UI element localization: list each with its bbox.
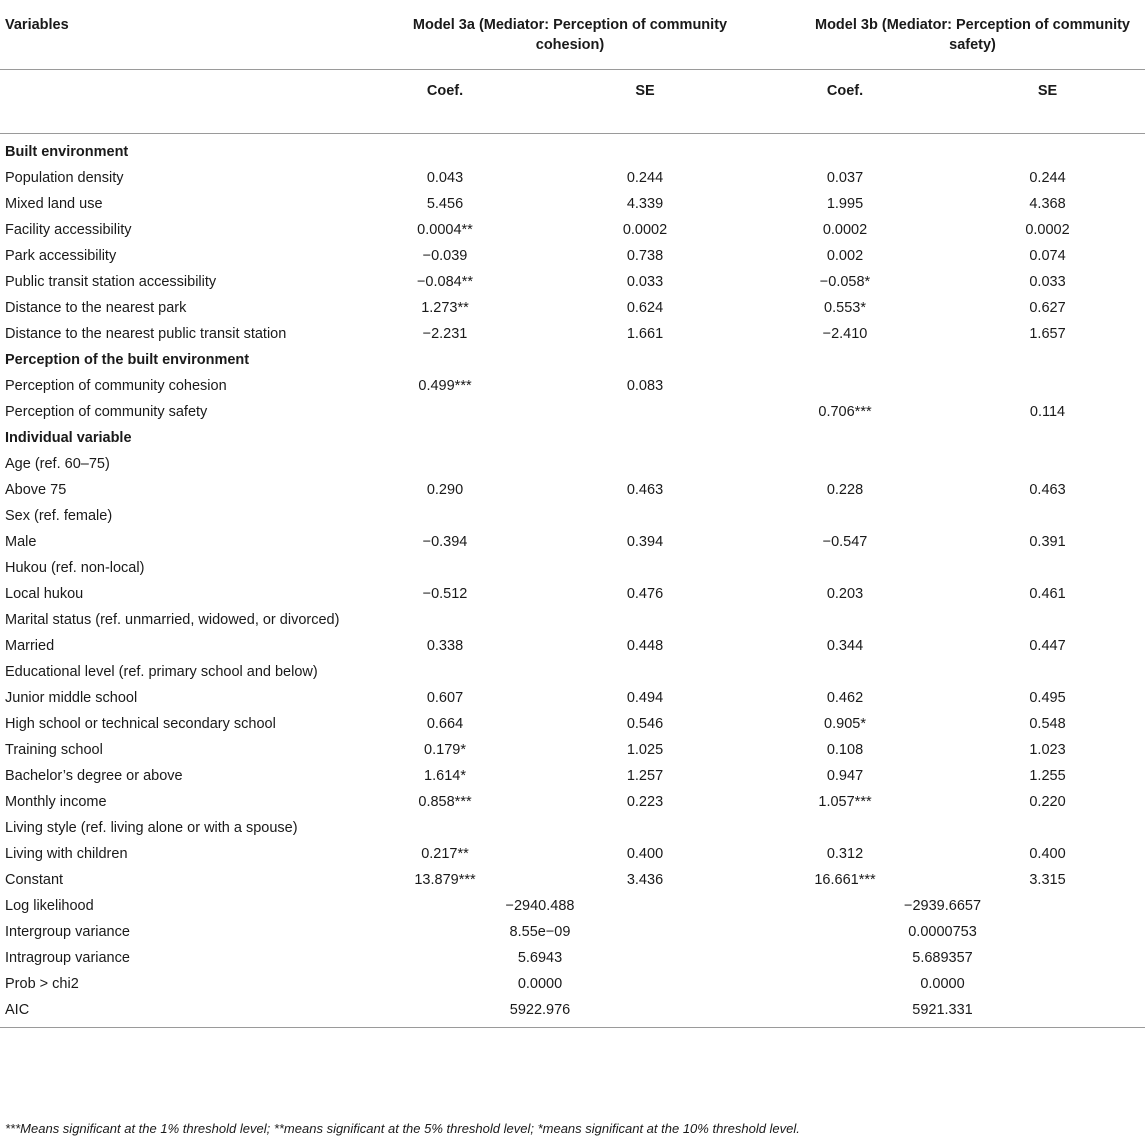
model-3b-coef: −0.058* [819,274,871,290]
model-3a-coef: 13.879*** [414,872,476,888]
model-3a-coef: 0.0004** [417,222,473,238]
model-3b-se: 1.657 [1029,326,1066,342]
model-3b-se: 0.074 [1029,248,1066,264]
model-3a-coef: 1.614* [424,768,466,784]
model-3b-se [950,556,1145,582]
model-3a-se: 0.083 [626,378,664,394]
table-row [0,452,1145,478]
model-3a-se [550,660,740,686]
model-3a-coef: 0.607 [426,690,464,706]
row-label: Marital status (ref. unmarried, widowed, or divorced) [5,612,340,628]
model-3a-se: 1.661 [626,326,664,342]
model-3a-se [550,608,740,634]
table-row [0,192,1145,218]
table-row [0,712,1145,738]
row-label: Hukou (ref. non-local) [5,560,145,576]
model-3a-coef [340,504,550,530]
model-3b-coef: 0.002 [826,248,864,264]
model-3b-se [950,374,1145,400]
table-row [0,634,1145,660]
model-3b-coef: 0.203 [826,586,864,602]
row-label: Married [5,638,55,654]
row-label: Prob > chi2 [5,976,79,992]
row-label: Facility accessibility [5,222,132,238]
significance-footnote: ***Means significant at the 1% threshold level; **means significant at the 5% threshold level; *means significant at the 10% threshold level. [5,1121,800,1136]
model-3b-coef [740,504,950,530]
model-3b-se: 0.548 [1029,716,1066,732]
table-row [0,556,1145,582]
model-3a-se: 0.223 [626,794,664,810]
model-3a-coef [340,400,550,426]
model-3a-coef: −0.039 [422,248,468,264]
row-label: Local hukou [5,586,84,602]
model-3a-coef: −2.231 [422,326,468,342]
model-3b-coef [740,556,950,582]
model-3a-se: 0.476 [626,586,664,602]
row-label: Perception of community cohesion [5,378,227,394]
model-3a-se: 0.394 [626,534,664,550]
model-3a-se: 0.400 [626,846,664,862]
section-label: Built environment [5,144,129,160]
model-3a-se [550,400,740,426]
summary-row [0,920,1145,946]
model-3a-coef: 0.179* [424,742,466,758]
table-row [0,244,1145,270]
model-3b-se: 0.447 [1029,638,1066,654]
row-label: Population density [5,170,124,186]
model-3b-coef [740,374,950,400]
model-3b-coef: −2.410 [822,326,868,342]
model-3a-se: 0.463 [626,482,664,498]
model-3b-coef: 0.905* [824,716,866,732]
row-label: Educational level (ref. primary school and below) [5,664,318,680]
model-3b-coef: 0.462 [826,690,864,706]
model-3b-statistic: 0.0000753 [908,924,977,940]
model-3a-coef [340,660,550,686]
row-label: Distance to the nearest public transit station [5,326,287,342]
row-label: Log likelihood [5,898,94,914]
row-label: High school or technical secondary school [5,716,276,732]
model-3b-se [950,608,1145,634]
model-3b-coef: 1.057*** [818,794,872,810]
model-3a-coef: 1.273** [421,300,469,316]
model-3a-se: 3.436 [626,872,664,888]
model-3b-coef [740,608,950,634]
model-3a-se: 0.546 [626,716,664,732]
model-3b-se: 0.0002 [1025,222,1070,238]
table-row [0,868,1145,894]
summary-row [0,998,1145,1028]
header-row-stats [0,70,1145,134]
row-label: Intragroup variance [5,950,130,966]
model-3a-se: 4.339 [626,196,664,212]
model-3b-se-header: SE [950,70,1145,134]
summary-row [0,946,1145,972]
model-3b-coef: −0.547 [822,534,868,550]
model-3b-se: 1.255 [1029,768,1066,784]
model-3a-se: 0.0002 [622,222,668,238]
model-3b-se: 0.463 [1029,482,1066,498]
section-label: Individual variable [5,430,132,446]
model-3a-statistic: −2940.488 [505,898,575,914]
row-label: Male [5,534,37,550]
section-header-row [0,426,1145,452]
row-label: Junior middle school [5,690,138,706]
table-row [0,374,1145,400]
table-row [0,218,1145,244]
table-row [0,686,1145,712]
table-row [0,322,1145,348]
row-label: Living style (ref. living alone or with a spouse) [5,820,298,836]
model-3b-coef: 16.661*** [814,872,876,888]
row-label: Distance to the nearest park [5,300,187,316]
model-3a-coef: 0.664 [426,716,464,732]
section-header-row [0,348,1145,374]
model-3b-coef: 0.947 [826,768,864,784]
model-3b-coef: 0.312 [826,846,864,862]
model-3b-coef: 0.037 [826,170,864,186]
model-3a-statistic: 0.0000 [517,976,563,992]
header-row-models [0,0,1145,70]
model-3b-coef: 0.0002 [822,222,868,238]
model-3b-se: 1.023 [1029,742,1066,758]
model-3a-coef-header: Coef. [340,70,550,134]
model-3b-se [950,452,1145,478]
model-3b-se: 4.368 [1029,196,1066,212]
model-3a-coef: 0.338 [426,638,464,654]
model-3a-coef: −0.084** [416,274,474,290]
table-row [0,504,1145,530]
row-label: Bachelor’s degree or above [5,768,183,784]
row-label: Monthly income [5,794,107,810]
model-3a-se [550,452,740,478]
model-3b-coef: 1.995 [826,196,864,212]
model-3b-coef: 0.228 [826,482,864,498]
table-row [0,842,1145,868]
row-label: Public transit station accessibility [5,274,217,290]
row-label: Park accessibility [5,248,117,264]
model-3b-coef: 0.108 [826,742,864,758]
section-header-row [0,134,1145,166]
model-3a-se [550,816,740,842]
model-3b-se: 0.220 [1029,794,1066,810]
model-3b-statistic: 0.0000 [920,976,965,992]
variables-header: Variables [5,17,69,33]
model-3a-statistic: 5.6943 [517,950,563,966]
model-3a-se: 0.448 [626,638,664,654]
model-3a-se: 0.494 [626,690,664,706]
model-3b-se [950,660,1145,686]
model-3a-se: 1.257 [626,768,664,784]
model-3b-statistic: −2939.6657 [904,898,982,914]
model-3b-se: 3.315 [1029,872,1066,888]
model-3a-coef: 5.456 [426,196,464,212]
model-3a-se: 0.738 [626,248,664,264]
model-3b-coef-header: Coef. [740,70,950,134]
row-label: Training school [5,742,103,758]
table-row [0,660,1145,686]
model-3a-se: 1.025 [626,742,664,758]
model-3b-header: Model 3b (Mediator: Perception of community safety) [815,17,1130,53]
table-row [0,608,1145,634]
model-3b-statistic: 5.689357 [912,950,973,966]
model-3a-se: 0.624 [626,300,664,316]
row-label: Constant [5,872,64,888]
model-3a-coef [340,608,550,634]
model-3b-se [950,816,1145,842]
model-3b-se: 0.391 [1029,534,1066,550]
model-3a-se: 0.033 [626,274,664,290]
model-3b-coef: 0.344 [826,638,864,654]
row-label: Perception of community safety [5,404,208,420]
row-label: Mixed land use [5,196,103,212]
model-3b-se [950,504,1145,530]
table-row [0,582,1145,608]
row-label: AIC [0,998,340,1028]
table-row [0,816,1145,842]
row-label: Intergroup variance [5,924,130,940]
model-3a-coef [340,452,550,478]
model-3a-statistic: 5922.976 [340,998,740,1028]
table-row [0,270,1145,296]
model-3a-coef: −0.512 [422,586,468,602]
model-3b-se: 0.400 [1029,846,1066,862]
table-body [0,134,1145,1028]
table-row [0,400,1145,426]
row-label: Age (ref. 60–75) [5,456,110,472]
model-3a-header: Model 3a (Mediator: Perception of community cohesion) [412,17,728,53]
model-3b-se: 0.114 [1029,404,1066,420]
model-3a-se [550,504,740,530]
summary-row [0,894,1145,920]
model-3a-coef [340,556,550,582]
model-3a-coef: 0.217** [421,846,469,862]
summary-row [0,972,1145,998]
model-3b-se: 0.495 [1029,690,1066,706]
table-row [0,478,1145,504]
table-row [0,764,1145,790]
model-3a-se-header: SE [550,70,740,134]
model-3a-coef: −0.394 [422,534,468,550]
table-row [0,296,1145,322]
model-3a-se: 0.244 [626,170,664,186]
model-3b-coef [740,452,950,478]
row-label: Sex (ref. female) [5,508,113,524]
row-label: Living with children [5,846,128,862]
model-3a-se [550,556,740,582]
model-3a-coef: 0.290 [426,482,464,498]
table-row [0,166,1145,192]
model-3a-coef: 0.858*** [418,794,472,810]
model-3b-coef [740,660,950,686]
model-3a-coef: 0.499*** [418,378,472,394]
model-3b-se: 0.461 [1029,586,1066,602]
model-3b-se: 0.627 [1029,300,1066,316]
model-3b-statistic: 5921.331 [740,998,1145,1028]
model-3b-coef: 0.553* [824,300,866,316]
model-3a-coef: 0.043 [426,170,464,186]
model-3b-coef: 0.706*** [818,404,872,420]
model-3b-se: 0.033 [1029,274,1066,290]
model-3a-coef [340,816,550,842]
table-row [0,738,1145,764]
section-label: Perception of the built environment [5,352,250,368]
model-3b-se: 0.244 [1029,170,1066,186]
table-row [0,790,1145,816]
table-row [0,530,1145,556]
model-3a-statistic: 8.55e−09 [509,924,571,940]
model-3b-coef [740,816,950,842]
row-label: Above 75 [5,482,67,498]
